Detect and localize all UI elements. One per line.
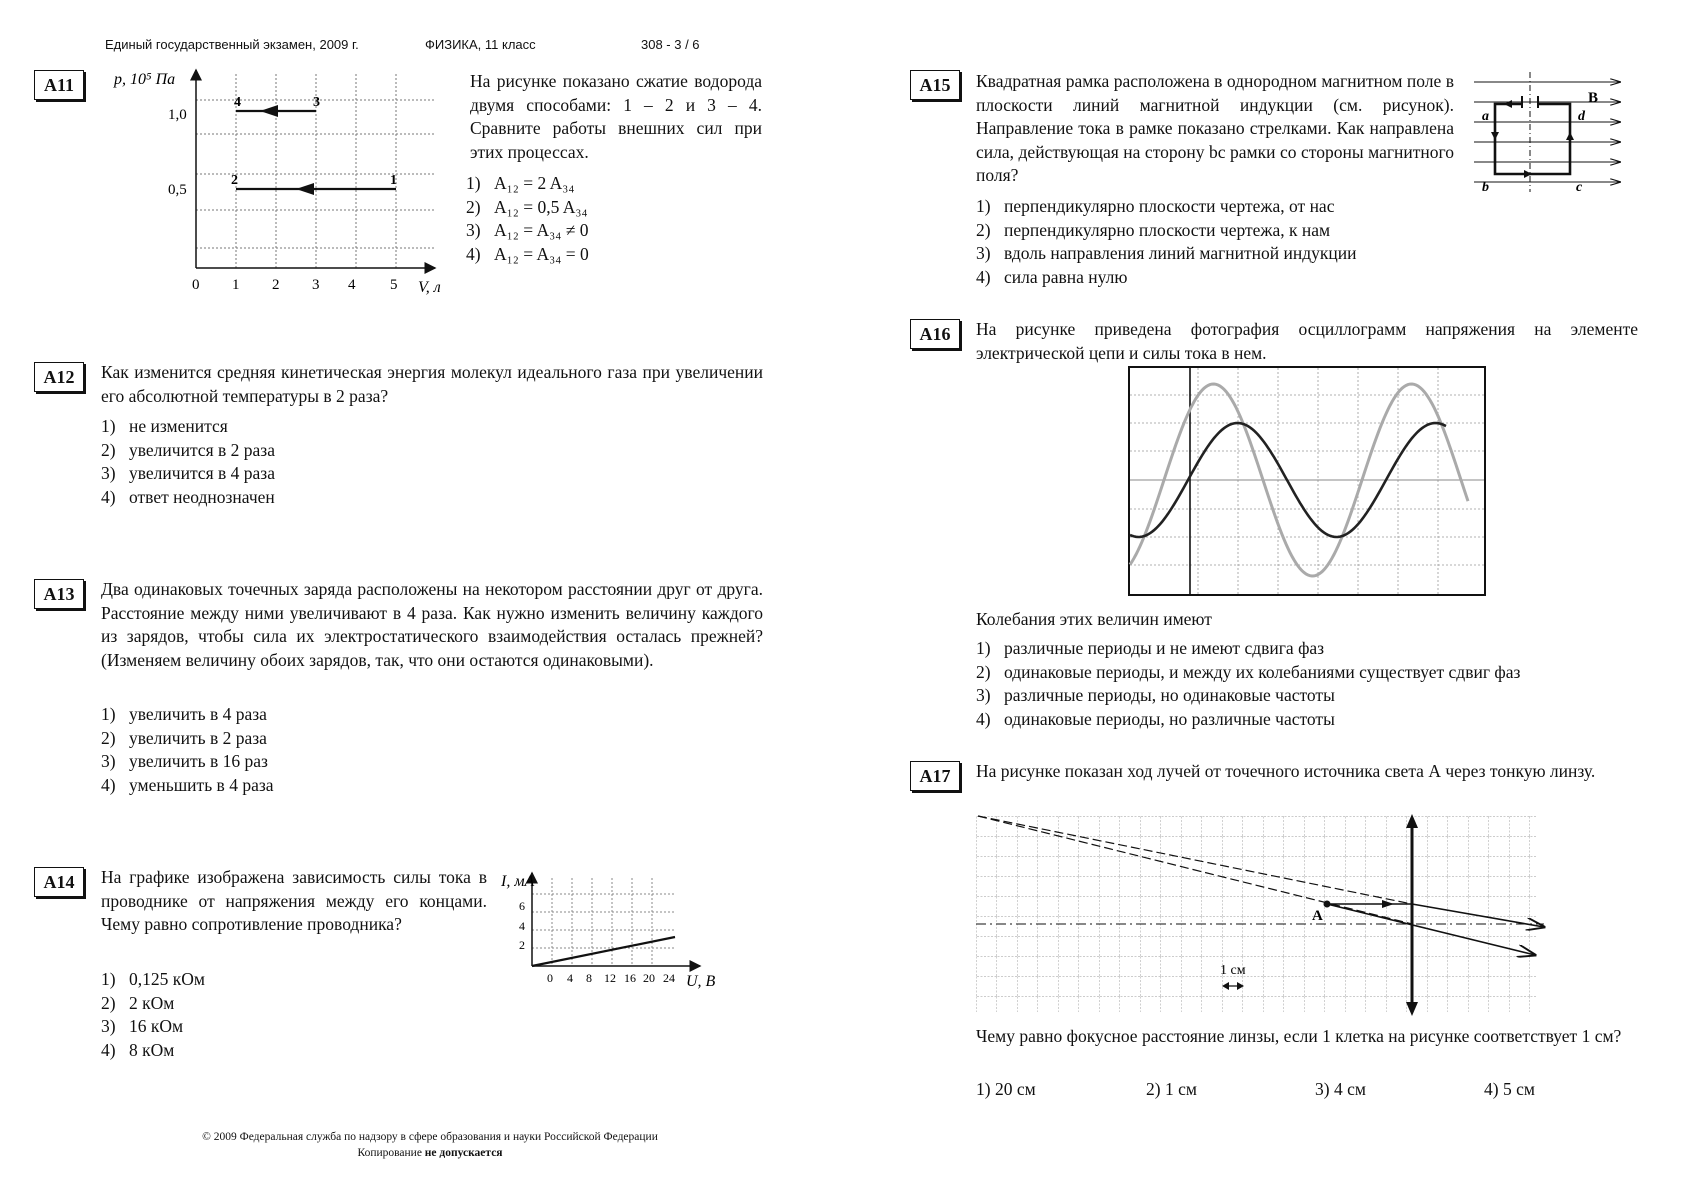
frame-in-field-a15 — [1470, 70, 1670, 200]
a15-options — [976, 195, 1357, 289]
a12-option-2[interactable]: 2) увеличится в 2 раза — [101, 439, 275, 460]
a11-pt-2: 2 — [231, 173, 238, 188]
a14-y-2: 2 — [519, 938, 525, 952]
a17-text: На рисунке показан ход лучей от точечного источника света А через тонкую линзу. — [976, 761, 1596, 781]
a17-label-1cm: 1 см — [1220, 963, 1246, 978]
a15-option-3[interactable]: 3) вдоль направления линий магнитной индукции — [976, 243, 1357, 263]
a13-option-4[interactable]: 4) уменьшить в 4 раза — [101, 774, 274, 795]
a15-label-a: a — [1482, 109, 1489, 124]
a11-option-2[interactable]: 2) A₁₂ = 0,5 A₃₄ — [466, 196, 588, 217]
a13-option-1[interactable]: 1) увеличить в 4 раза — [101, 704, 267, 724]
a13-option-3[interactable]: 3) увеличить в 16 раз — [101, 751, 268, 771]
a15-option-4[interactable]: 4) сила равна нулю — [976, 266, 1128, 287]
a16-option-4[interactable]: 4) одинаковые периоды, но различные частоты — [976, 708, 1335, 729]
question-number-a11: A11 — [34, 70, 84, 100]
a11-option-4[interactable]: 4) A₁₂ = A₃₄ = 0 — [466, 243, 589, 264]
a17-question: Чему равно фокусное расстояние линзы, если 1 клетка на рисунке соответствует 1 см? — [976, 1026, 1622, 1046]
subject-title: ФИЗИКА, 11 класс — [425, 37, 536, 52]
a13-options — [101, 703, 274, 797]
a11-option-1[interactable]: 1) A₁₂ = 2 A₃₄ — [466, 173, 575, 193]
a11-text: На рисунке показано сжатие водорода двумя способами: 1 – 2 и 3 – 4. Сравните работы внешних сил при этих процессах. — [470, 71, 762, 162]
a14-y-6: 6 — [519, 899, 525, 913]
a14-x-16: 16 — [624, 971, 636, 985]
a14-option-4[interactable]: 4) 8 кОм — [101, 1039, 175, 1060]
a17-option-3[interactable]: 3) 4 см — [1315, 1079, 1366, 1099]
a15-text: Квадратная рамка расположена в однородном магнитном поле в плоскости линий магнитной индукции (см. рисунок). Направление тока в рамке показано стрелками. Как направлена сила, действующая на сторону bc рамки со стороны магнитного поля? — [976, 71, 1454, 185]
a16-option-3[interactable]: 3) различные периоды, но одинаковые частоты — [976, 685, 1335, 705]
a11-pt-3: 3 — [313, 95, 320, 110]
a16-question: Колебания этих величин имеют — [976, 609, 1212, 629]
a16-option-2[interactable]: 2) одинаковые периоды, и между их колебаниями существует сдвиг фаз — [976, 661, 1521, 682]
a11-x-2: 2 — [272, 277, 280, 293]
a14-y-4: 4 — [519, 919, 525, 933]
question-number-a12: A12 — [34, 362, 84, 392]
a11-pt-1: 1 — [390, 173, 397, 188]
a14-option-3[interactable]: 3) 16 кОм — [101, 1016, 184, 1036]
a11-pt-4: 4 — [234, 95, 241, 110]
a11-x-1: 1 — [232, 277, 240, 293]
a11-x-4: 4 — [348, 277, 356, 293]
a15-option-2[interactable]: 2) перпендикулярно плоскости чертежа, к нам — [976, 219, 1331, 240]
exam-title: Единый государственный экзамен, 2009 г. — [105, 37, 359, 52]
a14-x-20: 20 — [643, 971, 655, 985]
a12-option-4[interactable]: 4) ответ неоднозначен — [101, 486, 275, 507]
footer-copy-notice: Копирование не допускается — [357, 1147, 503, 1159]
page-number: 308 - 3 / 6 — [641, 37, 700, 52]
a17-option-1[interactable]: 1) 20 см — [976, 1079, 1036, 1099]
a13-option-2[interactable]: 2) увеличить в 2 раза — [101, 727, 267, 748]
oscillogram-a16 — [1128, 366, 1488, 598]
a14-x-24: 24 — [663, 971, 675, 985]
a14-option-2[interactable]: 2) 2 кОм — [101, 992, 175, 1013]
a16-options — [976, 637, 1520, 731]
a14-xlabel: U, В — [686, 973, 716, 990]
question-number-a16: A16 — [910, 319, 960, 349]
a12-options — [101, 415, 275, 509]
a12-text: Как изменится средняя кинетическая энергия молекул идеального газа при увеличении его абсолютной температуры в 2 раза? — [101, 362, 763, 406]
a11-x-3: 3 — [312, 277, 320, 293]
a11-options — [466, 172, 589, 266]
a11-option-3[interactable]: 3) A₁₂ = A₃₄ ≠ 0 — [466, 220, 589, 240]
question-number-a13: A13 — [34, 579, 84, 609]
a11-x-0: 0 — [192, 277, 200, 293]
a15-label-c: c — [1576, 180, 1583, 195]
a17-label-A: A — [1312, 908, 1323, 924]
question-number-a17: A17 — [910, 761, 960, 791]
footer-copyright: © 2009 Федеральная служба по надзору в сфере образования и науки Российской Федерации — [202, 1131, 658, 1143]
a14-option-1[interactable]: 1) 0,125 кОм — [101, 969, 205, 989]
pv-graph-a11 — [100, 60, 460, 300]
a14-ylabel: I, мА — [501, 873, 535, 890]
a17-option-2[interactable]: 2) 1 см — [1146, 1079, 1197, 1099]
iu-graph-a14 — [495, 870, 735, 995]
a12-option-3[interactable]: 3) увеличится в 4 раза — [101, 463, 275, 483]
a15-label-b: b — [1482, 180, 1489, 195]
a14-x-12: 12 — [604, 971, 616, 985]
question-number-a15: A15 — [910, 70, 960, 100]
a14-options — [101, 968, 205, 1062]
a11-y-1: 1,0 — [168, 107, 187, 123]
a17-option-4[interactable]: 4) 5 см — [1484, 1079, 1535, 1099]
lens-ray-diagram-a17 — [974, 812, 1548, 1017]
a15-label-B: B — [1588, 90, 1599, 106]
a11-y-05: 0,5 — [168, 182, 187, 198]
a14-x-4: 4 — [567, 971, 573, 985]
a14-text: На графике изображена зависимость силы тока в проводнике от напряжения между его концами. Чему равно сопротивление проводника? — [101, 867, 487, 934]
a16-text: На рисунке приведена фотография осциллограмм напряжения на элементе электрической цепи и силы тока в нем. — [976, 319, 1638, 363]
a11-ylabel: p, 10⁵ Па — [114, 71, 176, 88]
a11-x-5: 5 — [390, 277, 398, 293]
a15-option-1[interactable]: 1) перпендикулярно плоскости чертежа, от нас — [976, 196, 1335, 216]
question-number-a14: A14 — [34, 867, 84, 897]
a12-option-1[interactable]: 1) не изменится — [101, 416, 228, 436]
a14-x-8: 8 — [586, 971, 592, 985]
a14-x-0: 0 — [547, 971, 553, 985]
a16-option-1[interactable]: 1) различные периоды и не имеют сдвига фаз — [976, 638, 1325, 658]
a11-xlabel: V, л — [418, 279, 441, 296]
a13-text: Два одинаковых точечных заряда расположены на некотором расстоянии друг от друга. Расстояние между ними увеличивают в 4 раза. Как нужно изменить величину каждого из зарядов, чтобы сила их электростатического взаимодействия осталась прежней? (Изменяем величину обоих зарядов, так, что они остаются одинаковыми). — [101, 579, 763, 670]
a15-label-d: d — [1578, 109, 1585, 124]
